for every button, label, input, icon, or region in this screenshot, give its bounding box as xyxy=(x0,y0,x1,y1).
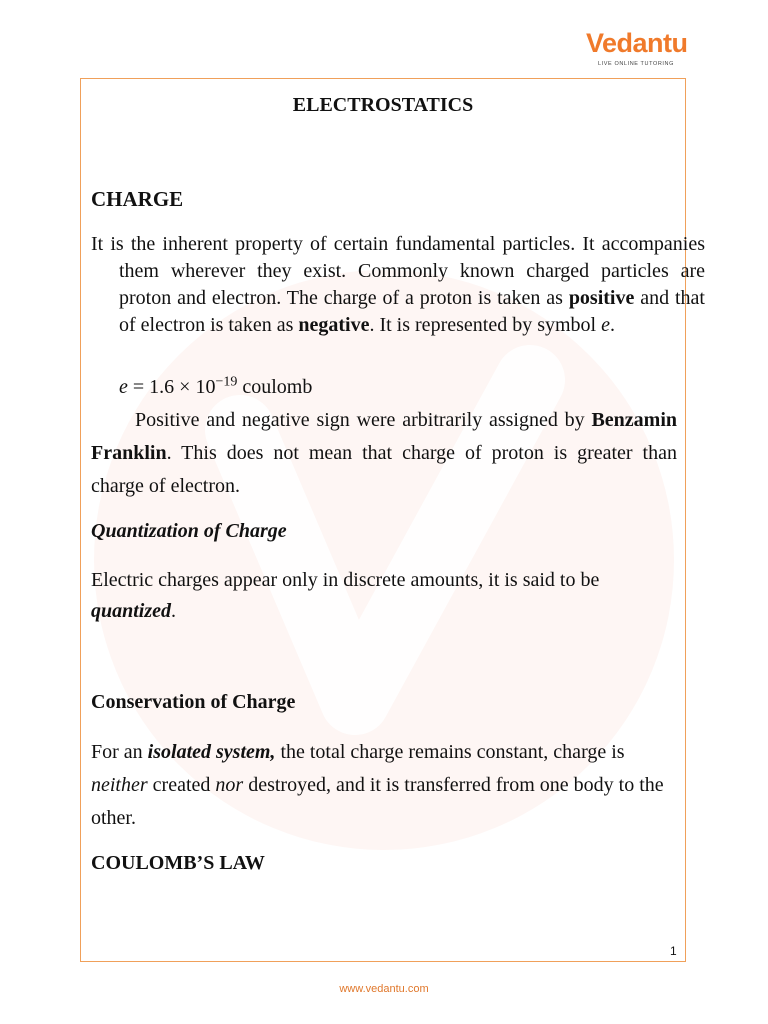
section-heading-charge: CHARGE xyxy=(91,187,184,211)
conservation-paragraph: For an isolated system, the total charge remains constant, charge is neither created nor destroyed, and it is transferred from one body to the other. xyxy=(91,741,664,829)
logo-tagline: LIVE ONLINE TUTORING xyxy=(598,61,674,67)
section-heading-conservation: Conservation of Charge xyxy=(91,691,296,713)
logo-wordmark: Vedantu xyxy=(586,28,688,58)
term-negative: negative xyxy=(298,314,370,336)
page-title: ELECTROSTATICS xyxy=(292,94,474,116)
franklin-paragraph: Positive and negative sign were arbitrarily assigned by Benzamin Franklin. This does not mean that charge of proton is greater than charge of electron. xyxy=(91,409,677,497)
symbol-e: e xyxy=(601,314,610,336)
charge-formula: $e = 1.6 \times 10^{-19}$ coulomb xyxy=(119,374,313,398)
term-positive: positive xyxy=(568,287,635,309)
quantization-paragraph: Electric charges appear only in discrete amounts, it is said to be quantized. xyxy=(91,569,600,622)
term-quantized: quantized xyxy=(91,600,172,622)
section-heading-quantization: Quantization of Charge xyxy=(91,520,287,542)
footer-link[interactable]: www.vedantu.com xyxy=(339,983,429,995)
section-heading-coulomb: COULOMB’S LAW xyxy=(91,852,265,874)
vedantu-logo xyxy=(586,28,686,74)
charge-paragraph: It is the inherent property of certain fundamental particles. It accompanies them wherever they exist. Commonly known charged particles are proton and electron. The charge of a proton is taken as positive and that of electron is taken as negative. It is represented by symbol e. xyxy=(91,233,705,336)
term-isolated-system: isolated system, xyxy=(147,741,276,763)
page-number: 1 xyxy=(670,944,677,958)
name-franklin: Benzamin Franklin xyxy=(91,409,677,464)
